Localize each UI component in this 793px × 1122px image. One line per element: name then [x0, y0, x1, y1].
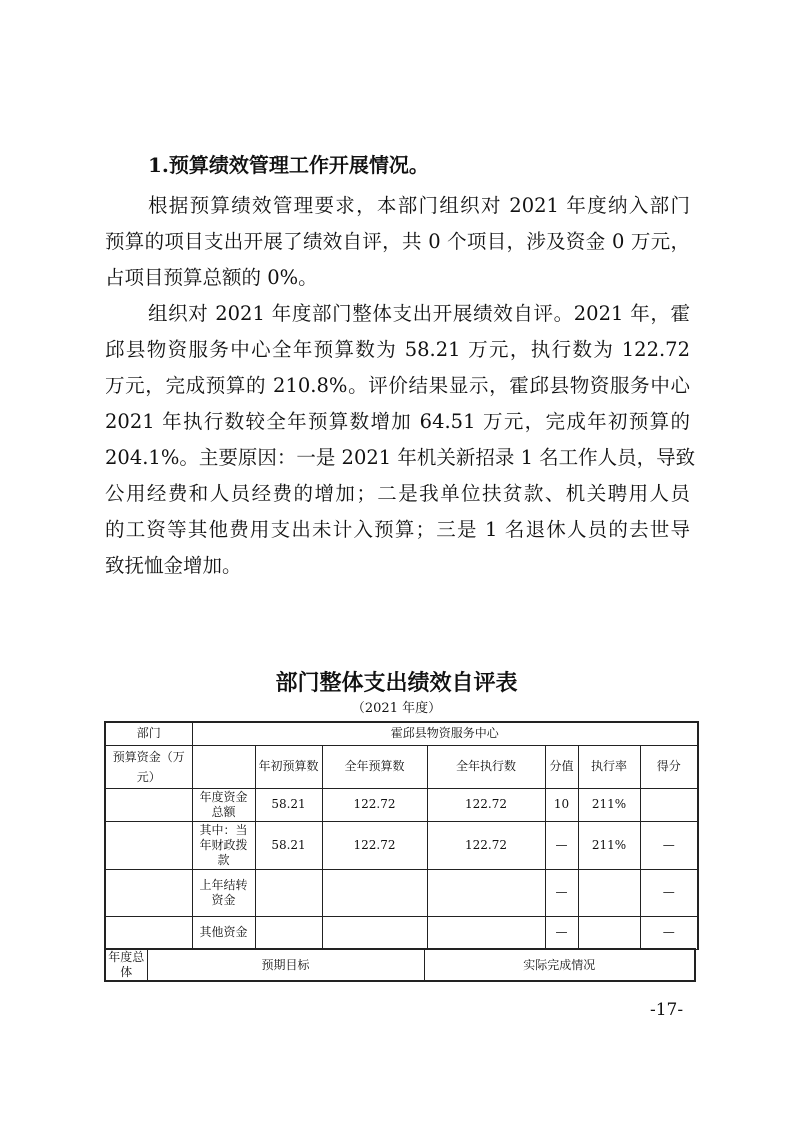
table-row — [105, 821, 698, 869]
empty-cell — [192, 745, 255, 788]
cell: — — [545, 916, 578, 949]
row-label: 年度资金总额 — [192, 788, 255, 821]
table-title: 部门整体支出绩效自评表 — [275, 670, 518, 696]
cell — [640, 788, 698, 821]
body-line: 2021 年执行数较全年预算数增加 64.51 万元，完成年初预算的 — [105, 410, 690, 433]
overall-label: 年度总体 — [105, 949, 147, 981]
body-line: 组织对 2021 年度部门整体支出开展绩效自评。2021 年，霍 — [148, 302, 690, 325]
row-label: 其他资金 — [192, 916, 255, 949]
cell — [322, 869, 427, 916]
overall-goal-table — [104, 948, 696, 982]
cell: — — [545, 869, 578, 916]
body-line: 公用经费和人员经费的增加；二是我单位扶贫款、机关聘用人员 — [105, 482, 690, 505]
body-line: 邱县物资服务中心全年预算数为 58.21 万元，执行数为 122.72 — [105, 338, 690, 361]
performance-table — [104, 721, 699, 950]
dept-value: 霍邱县物资服务中心 — [192, 722, 698, 745]
expected-goal-label: 预期目标 — [147, 949, 424, 981]
cell: 58.21 — [255, 821, 322, 869]
empty-cell — [105, 821, 192, 869]
table-subtitle: （2021 年度） — [351, 701, 442, 716]
cell — [578, 869, 640, 916]
empty-cell — [105, 916, 192, 949]
table-row — [105, 949, 695, 981]
cell: 211% — [578, 788, 640, 821]
header-cell: 全年执行数 — [427, 745, 545, 788]
cell: 122.72 — [322, 821, 427, 869]
cell: — — [545, 821, 578, 869]
table-row — [105, 722, 698, 745]
table-row — [105, 869, 698, 916]
section-heading: 1.预算绩效管理工作开展情况。 — [148, 153, 429, 177]
body-line: 204.1%。主要原因：一是 2021 年机关新招录 1 名工作人员，导致 — [105, 446, 696, 469]
cell: — — [640, 821, 698, 869]
header-cell: 得分 — [640, 745, 698, 788]
cell: 58.21 — [255, 788, 322, 821]
cell: 211% — [578, 821, 640, 869]
page-number: -17- — [650, 1000, 684, 1020]
table-row — [105, 916, 698, 949]
table-row — [105, 788, 698, 821]
cell: 122.72 — [427, 821, 545, 869]
cell: — — [640, 916, 698, 949]
header-cell: 年初预算数 — [255, 745, 322, 788]
dept-label: 部门 — [105, 722, 192, 745]
row-label: 其中：当年财政拨款 — [192, 821, 255, 869]
cell — [427, 869, 545, 916]
cell: 122.72 — [322, 788, 427, 821]
body-line: 占项目预算总额的 0%。 — [105, 266, 318, 289]
actual-completion-label: 实际完成情况 — [424, 949, 695, 981]
body-line: 万元，完成预算的 210.8%。评价结果显示，霍邱县物资服务中心 — [105, 374, 690, 397]
empty-cell — [105, 869, 192, 916]
row-label: 上年结转资金 — [192, 869, 255, 916]
cell — [255, 869, 322, 916]
cell: 10 — [545, 788, 578, 821]
cell — [427, 916, 545, 949]
body-line: 致抚恤金增加。 — [105, 554, 242, 577]
cell: 122.72 — [427, 788, 545, 821]
body-line: 根据预算绩效管理要求，本部门组织对 2021 年度纳入部门 — [148, 194, 690, 217]
body-line: 预算的项目支出开展了绩效自评，共 0 个项目，涉及资金 0 万元， — [105, 230, 690, 253]
budget-label: 预算资金（万元） — [105, 745, 192, 788]
header-cell: 分值 — [545, 745, 578, 788]
cell: — — [640, 869, 698, 916]
cell — [255, 916, 322, 949]
empty-cell — [105, 788, 192, 821]
table-header-row — [105, 745, 698, 788]
cell — [322, 916, 427, 949]
header-cell: 全年预算数 — [322, 745, 427, 788]
cell — [578, 916, 640, 949]
header-cell: 执行率 — [578, 745, 640, 788]
body-line: 的工资等其他费用支出未计入预算；三是 1 名退休人员的去世导 — [105, 518, 690, 541]
